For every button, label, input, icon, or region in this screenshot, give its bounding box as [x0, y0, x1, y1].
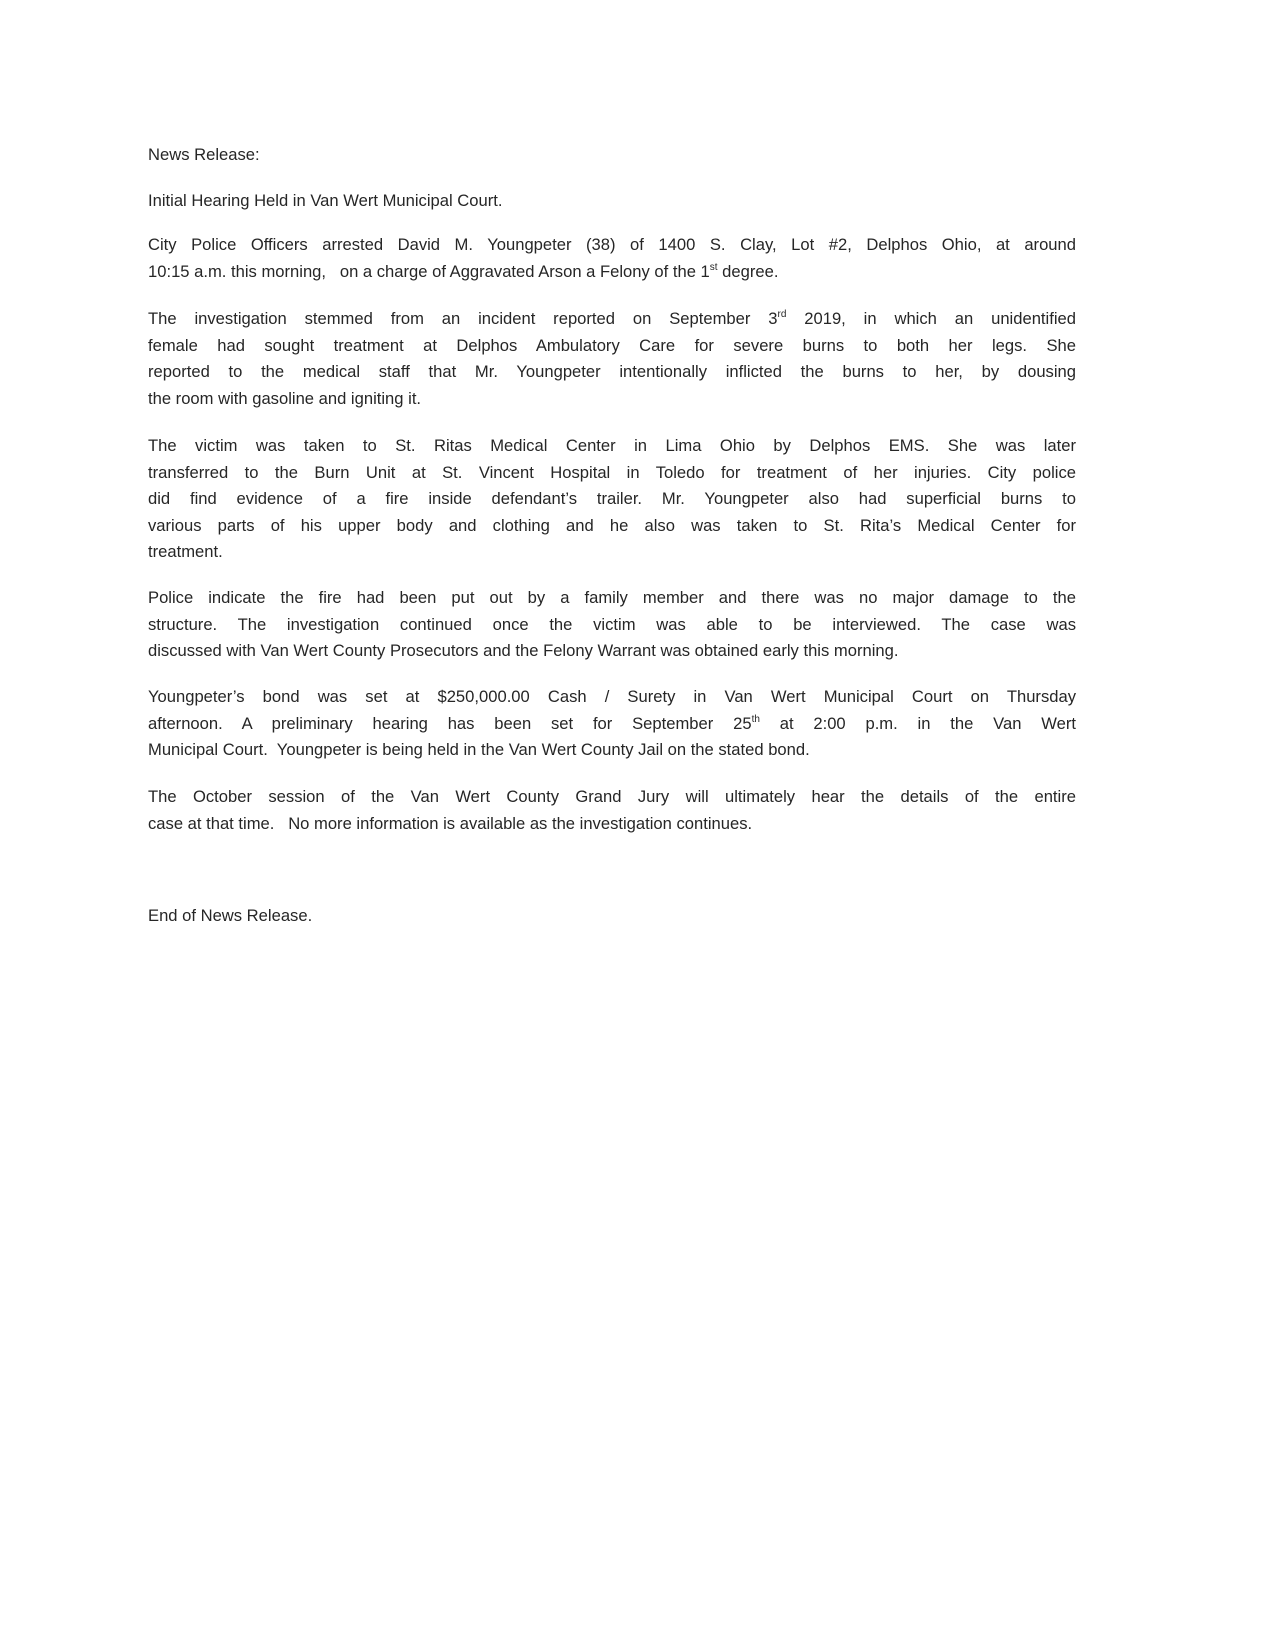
paragraph-line: reported to the medical staff that Mr. Youngpeter intentionally inflicted the burns to her, by dousing	[148, 362, 1076, 381]
paragraph-line: treatment.	[148, 542, 223, 561]
paragraph-line: The investigation stemmed from an incident reported on September 3rd 2019, in which an unidentified	[148, 309, 1076, 328]
paragraph-line: did find evidence of a fire inside defendant’s trailer. Mr. Youngpeter also had superficial burns to	[148, 489, 1076, 508]
document-heading: News Release:	[148, 145, 260, 164]
paragraph-line: 10:15 a.m. this morning, on a charge of Aggravated Arson a Felony of the 1st degree.	[148, 261, 779, 281]
paragraph-line: the room with gasoline and igniting it.	[148, 388, 422, 408]
ordinal-superscript: th	[751, 713, 760, 725]
paragraph-line: Police indicate the fire had been put out by a family member and there was no major damage to the	[148, 588, 1076, 607]
paragraph	[148, 306, 1076, 412]
paragraph-line: transferred to the Burn Unit at St. Vincent Hospital in Toledo for treatment of her injuries. City police	[148, 462, 1076, 482]
paragraph-line: The October session of the Van Wert County Grand Jury will ultimately hear the details of the entire	[148, 787, 1076, 806]
paragraph-line: afternoon. A preliminary hearing has been set for September 25th at 2:00 p.m. in the Van Wert	[148, 713, 1076, 733]
paragraph-line: Youngpeter’s bond was set at $250,000.00 Cash / Surety in Van Wert Municipal Court on Thursday	[148, 687, 1076, 706]
paragraph-line: various parts of his upper body and clothing and he also was taken to St. Rita’s Medical Center for	[148, 515, 1076, 535]
paragraph	[148, 585, 1076, 665]
document-subheading: Initial Hearing Held in Van Wert Municipal Court.	[148, 191, 503, 210]
ordinal-superscript: st	[709, 261, 718, 273]
paragraph-line: The victim was taken to St. Ritas Medical Center in Lima Ohio by Delphos EMS. She was later	[148, 436, 1076, 455]
paragraph	[148, 684, 1076, 764]
paragraph-line: structure. The investigation continued once the victim was able to be interviewed. The case was	[148, 614, 1076, 634]
paragraph-line: Municipal Court. Youngpeter is being held in the Van Wert County Jail on the stated bond.	[148, 740, 810, 759]
ordinal-superscript: rd	[777, 309, 787, 320]
paragraph-line: female had sought treatment at Delphos Ambulatory Care for severe burns to both her legs. She	[148, 335, 1076, 355]
paragraph-line: discussed with Van Wert County Prosecutors and the Felony Warrant was obtained early this morning.	[148, 641, 899, 660]
document-closing: End of News Release.	[148, 906, 313, 925]
paragraph	[148, 232, 1076, 285]
paragraph	[148, 433, 1076, 566]
paragraph-line: case at that time. No more information is available as the investigation continues.	[148, 813, 753, 833]
paragraph-line: City Police Officers arrested David M. Youngpeter (38) of 1400 S. Clay, Lot #2, Delphos Ohio, at around	[148, 235, 1076, 254]
paragraph	[148, 784, 1076, 837]
